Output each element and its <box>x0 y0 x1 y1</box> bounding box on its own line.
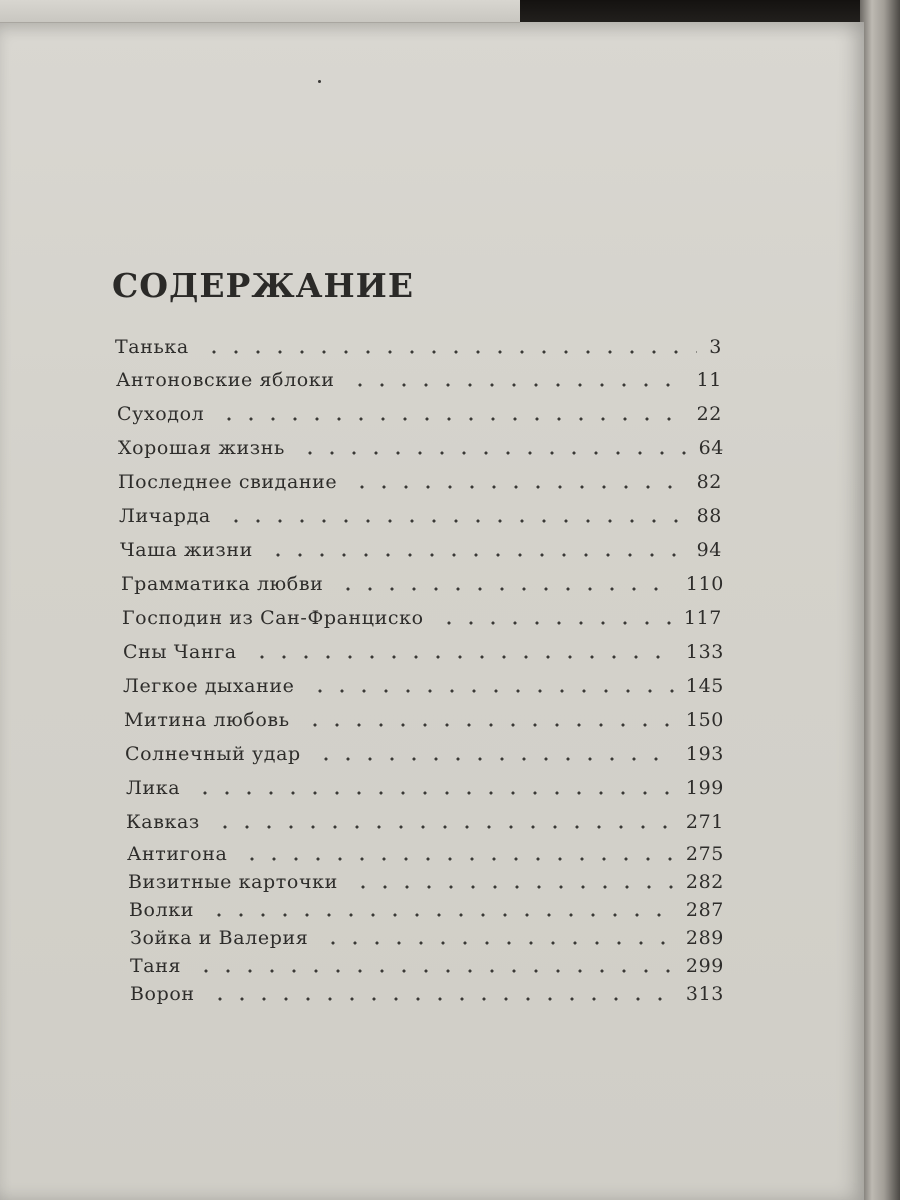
toc-dot-leader <box>304 723 674 727</box>
toc-entry-page-number: 150 <box>685 709 724 731</box>
book-page-edges <box>860 0 900 1200</box>
toc-entry-title: Грамматика любви <box>121 573 324 595</box>
toc-entry-page-number: 287 <box>685 899 724 921</box>
toc-dot-leader <box>299 451 687 455</box>
toc-dot-leader <box>352 885 674 889</box>
toc-entry-page-number: 271 <box>685 811 724 833</box>
toc-entry <box>118 437 724 465</box>
toc-dot-leader <box>194 791 674 795</box>
toc-dot-leader <box>349 383 685 387</box>
toc-entry-page-number: 282 <box>685 871 724 893</box>
toc-entry-page-number: 133 <box>685 641 724 663</box>
toc-entry-page-number: 22 <box>696 403 722 425</box>
toc-heading: СОДЕРЖАНИЕ <box>112 266 415 305</box>
toc-entry-page-number: 11 <box>696 369 722 391</box>
toc-entry-title: Танька <box>115 336 189 358</box>
toc-entry-title: Хорошая жизнь <box>118 437 285 459</box>
toc-entry <box>129 899 724 927</box>
toc-entry-page-number: 275 <box>685 843 724 865</box>
toc-entry <box>123 675 724 703</box>
toc-entry <box>117 403 722 431</box>
book-page <box>0 22 864 1200</box>
toc-entry-page-number: 88 <box>696 505 722 527</box>
toc-entry-page-number: 199 <box>685 777 724 799</box>
toc-entry-title: Солнечный удар <box>125 743 301 765</box>
toc-entry-page-number: 64 <box>698 437 724 459</box>
toc-entry-page-number: 299 <box>685 955 724 977</box>
toc-entry-title: Личарда <box>119 505 211 527</box>
toc-entry <box>122 607 722 635</box>
toc-entry-title: Последнее свидание <box>118 471 338 493</box>
toc-entry-title: Волки <box>129 899 195 921</box>
toc-dot-leader <box>337 587 674 591</box>
toc-dot-leader <box>195 969 674 973</box>
toc-entry-title: Кавказ <box>126 811 200 833</box>
toc-dot-leader <box>322 941 674 945</box>
toc-dot-leader <box>309 689 674 693</box>
toc-entry <box>120 539 722 567</box>
toc-entry-page-number: 313 <box>685 983 724 1005</box>
toc-entry-page-number: 110 <box>685 573 724 595</box>
toc-dot-leader <box>251 655 674 659</box>
toc-entry <box>126 777 724 805</box>
page-edge-top <box>0 0 520 23</box>
toc-entry-title: Таня <box>130 955 182 977</box>
toc-entry-page-number: 94 <box>696 539 722 561</box>
toc-entry-title: Чаша жизни <box>120 539 253 561</box>
toc-entry <box>125 743 724 771</box>
toc-dot-leader <box>225 519 685 523</box>
toc-entry-page-number: 193 <box>685 743 724 765</box>
toc-entry-title: Лика <box>126 777 181 799</box>
toc-entry <box>130 955 724 983</box>
toc-entry <box>124 709 724 737</box>
toc-dot-leader <box>218 417 684 421</box>
toc-entry <box>126 811 724 839</box>
toc-entry <box>121 573 724 601</box>
toc-entry-title: Антоновские яблоки <box>116 369 335 391</box>
toc-entry <box>127 843 724 871</box>
toc-entry <box>130 983 724 1011</box>
toc-entry <box>130 927 724 955</box>
toc-entry <box>128 871 724 899</box>
toc-dot-leader <box>214 825 674 829</box>
toc-entry-title: Ворон <box>130 983 195 1005</box>
toc-entry-title: Визитные карточки <box>128 871 338 893</box>
toc-entry <box>118 471 722 499</box>
toc-entry-title: Зойка и Валерия <box>130 927 309 949</box>
toc-dot-leader <box>267 553 685 557</box>
toc-entry <box>116 369 722 397</box>
toc-dot-leader <box>315 757 674 761</box>
toc-dot-leader <box>241 857 674 861</box>
toc-entry <box>123 641 724 669</box>
toc-entry-title: Суходол <box>117 403 205 425</box>
toc-entry-title: Сны Чанга <box>123 641 237 663</box>
toc-entry-title: Митина любовь <box>124 709 290 731</box>
toc-entry-page-number: 145 <box>685 675 724 697</box>
toc-dot-leader <box>209 997 674 1001</box>
toc-entry <box>119 505 722 533</box>
toc-entry-page-number: 117 <box>683 607 722 629</box>
toc-entry <box>115 336 722 364</box>
toc-dot-leader <box>203 350 697 354</box>
toc-dot-leader <box>438 621 672 625</box>
toc-entry-title: Легкое дыхание <box>123 675 295 697</box>
toc-entry-page-number: 3 <box>709 336 722 358</box>
toc-entry-title: Антигона <box>127 843 228 865</box>
toc-entry-page-number: 82 <box>696 471 722 493</box>
toc-entry-page-number: 289 <box>685 927 724 949</box>
toc-entry-title: Господин из Сан-Франциско <box>122 607 424 629</box>
toc-dot-leader <box>208 913 674 917</box>
toc-list <box>0 22 864 1200</box>
toc-dot-leader <box>351 485 684 489</box>
